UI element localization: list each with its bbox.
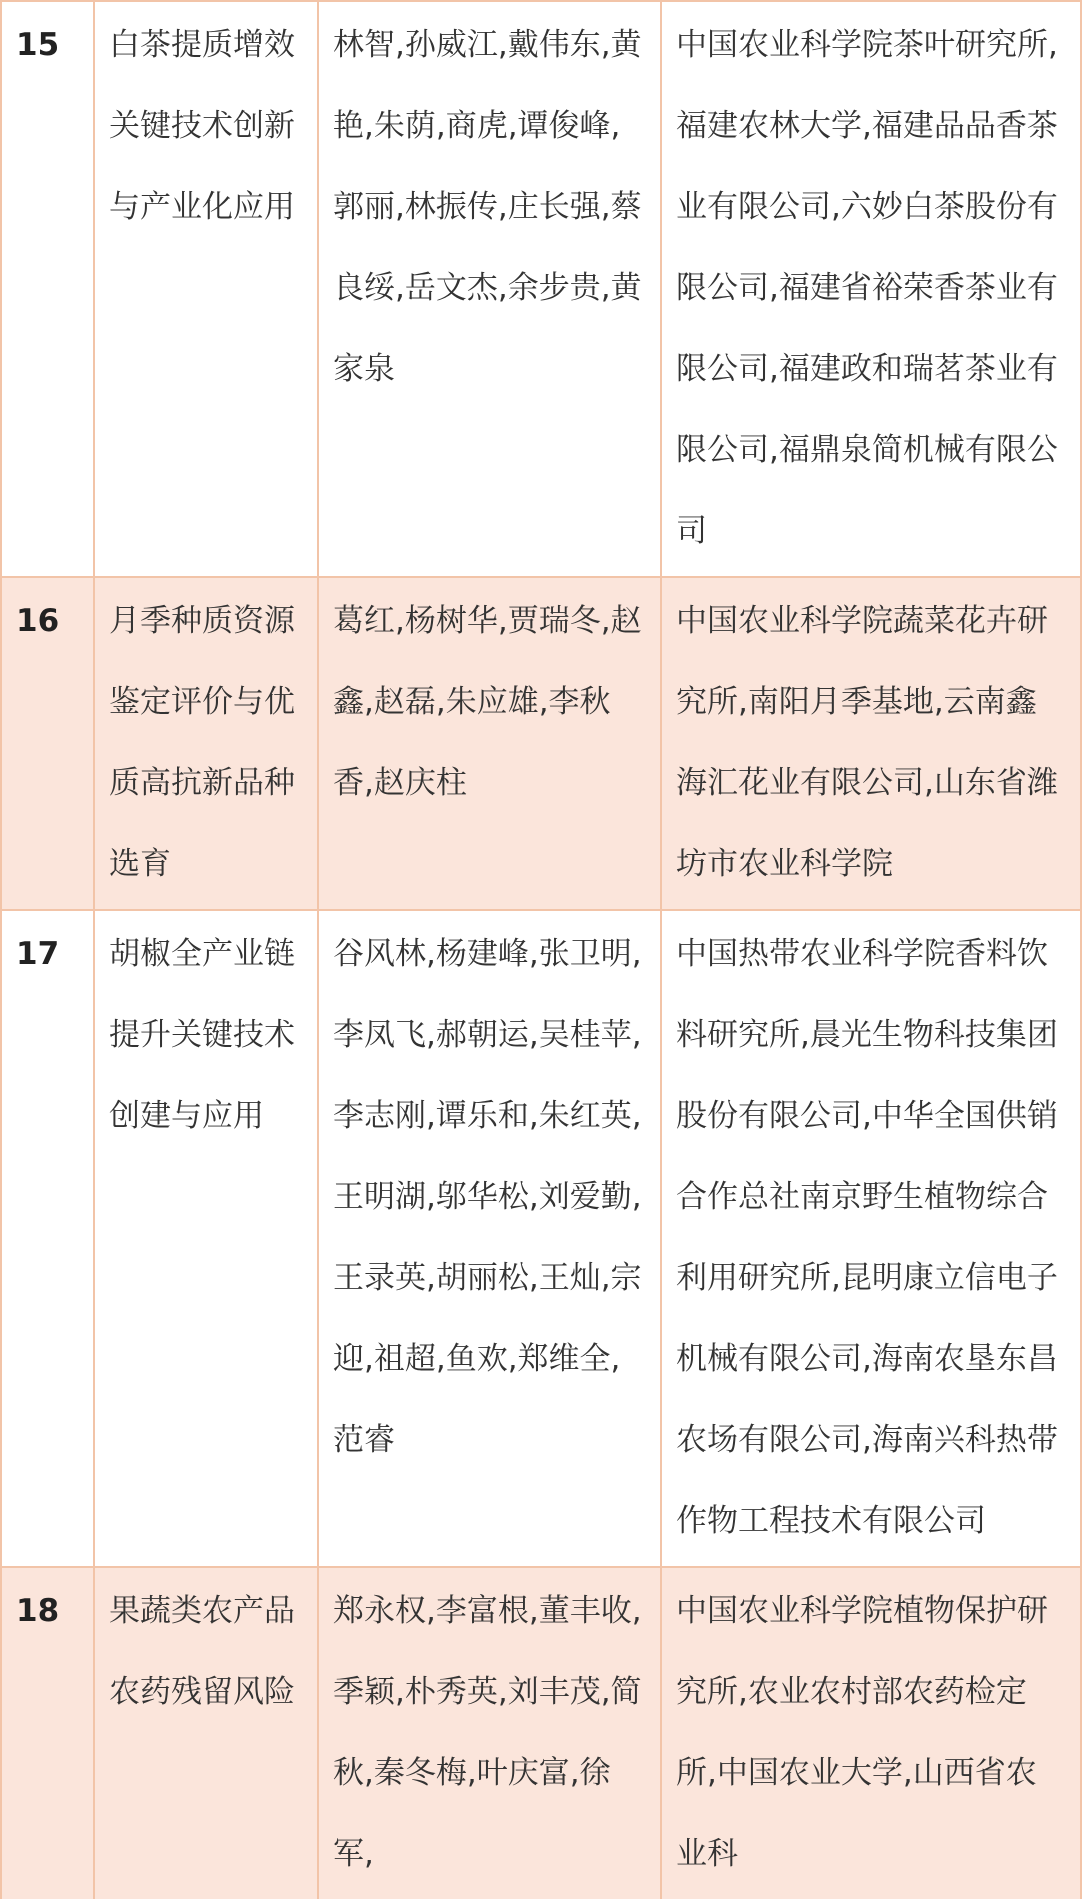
completing-units: 中国热带农业科学院香料饮料研究所,晨光生物科技集团股份有限公司,中华全国供销合作总社南京野生植物综合利用研究所,昆明康立信电子机械有限公司,海南农垦东昌农场有限公司,海南兴科热带作物工程技术有限公司 [661, 910, 1081, 1567]
completers: 葛红,杨树华,贾瑞冬,赵鑫,赵磊,朱应雄,李秋香,赵庆柱 [318, 577, 661, 910]
completers: 谷风林,杨建峰,张卫明,李凤飞,郝朝运,吴桂苹,李志刚,谭乐和,朱红英,王明湖,邬华松,刘爱勤,王录英,胡丽松,王灿,宗迎,祖超,鱼欢,郑维全,范睿 [318, 910, 661, 1567]
project-name: 胡椒全产业链提升关键技术创建与应用 [94, 910, 318, 1567]
completing-units: 中国农业科学院茶叶研究所,福建农林大学,福建品品香茶业有限公司,六妙白茶股份有限公司,福建省裕荣香茶业有限公司,福建政和瑞茗茶业有限公司,福鼎泉简机械有限公司 [661, 1, 1081, 577]
row-number: 16 [1, 577, 94, 910]
completing-units: 中国农业科学院蔬菜花卉研究所,南阳月季基地,云南鑫海汇花业有限公司,山东省潍坊市农业科学院 [661, 577, 1081, 910]
row-number: 15 [1, 1, 94, 577]
table-row [1, 577, 1081, 910]
project-name: 白茶提质增效关键技术创新与产业化应用 [94, 1, 318, 577]
row-number: 18 [1, 1567, 94, 1899]
table-row [1, 1567, 1081, 1899]
project-name: 果蔬类农产品农药残留风险 [94, 1567, 318, 1899]
completing-units: 中国农业科学院植物保护研究所,农业农村部农药检定所,中国农业大学,山西省农业科 [661, 1567, 1081, 1899]
completers: 林智,孙威江,戴伟东,黄艳,朱荫,商虎,谭俊峰,郭丽,林振传,庄长强,蔡良绥,岳文杰,余步贵,黄家泉 [318, 1, 661, 577]
completers: 郑永权,李富根,董丰收,季颖,朴秀英,刘丰茂,简秋,秦冬梅,叶庆富,徐军, [318, 1567, 661, 1899]
table-row [1, 1, 1081, 577]
project-name: 月季种质资源鉴定评价与优质高抗新品种选育 [94, 577, 318, 910]
table-row [1, 910, 1081, 1567]
row-number: 17 [1, 910, 94, 1567]
